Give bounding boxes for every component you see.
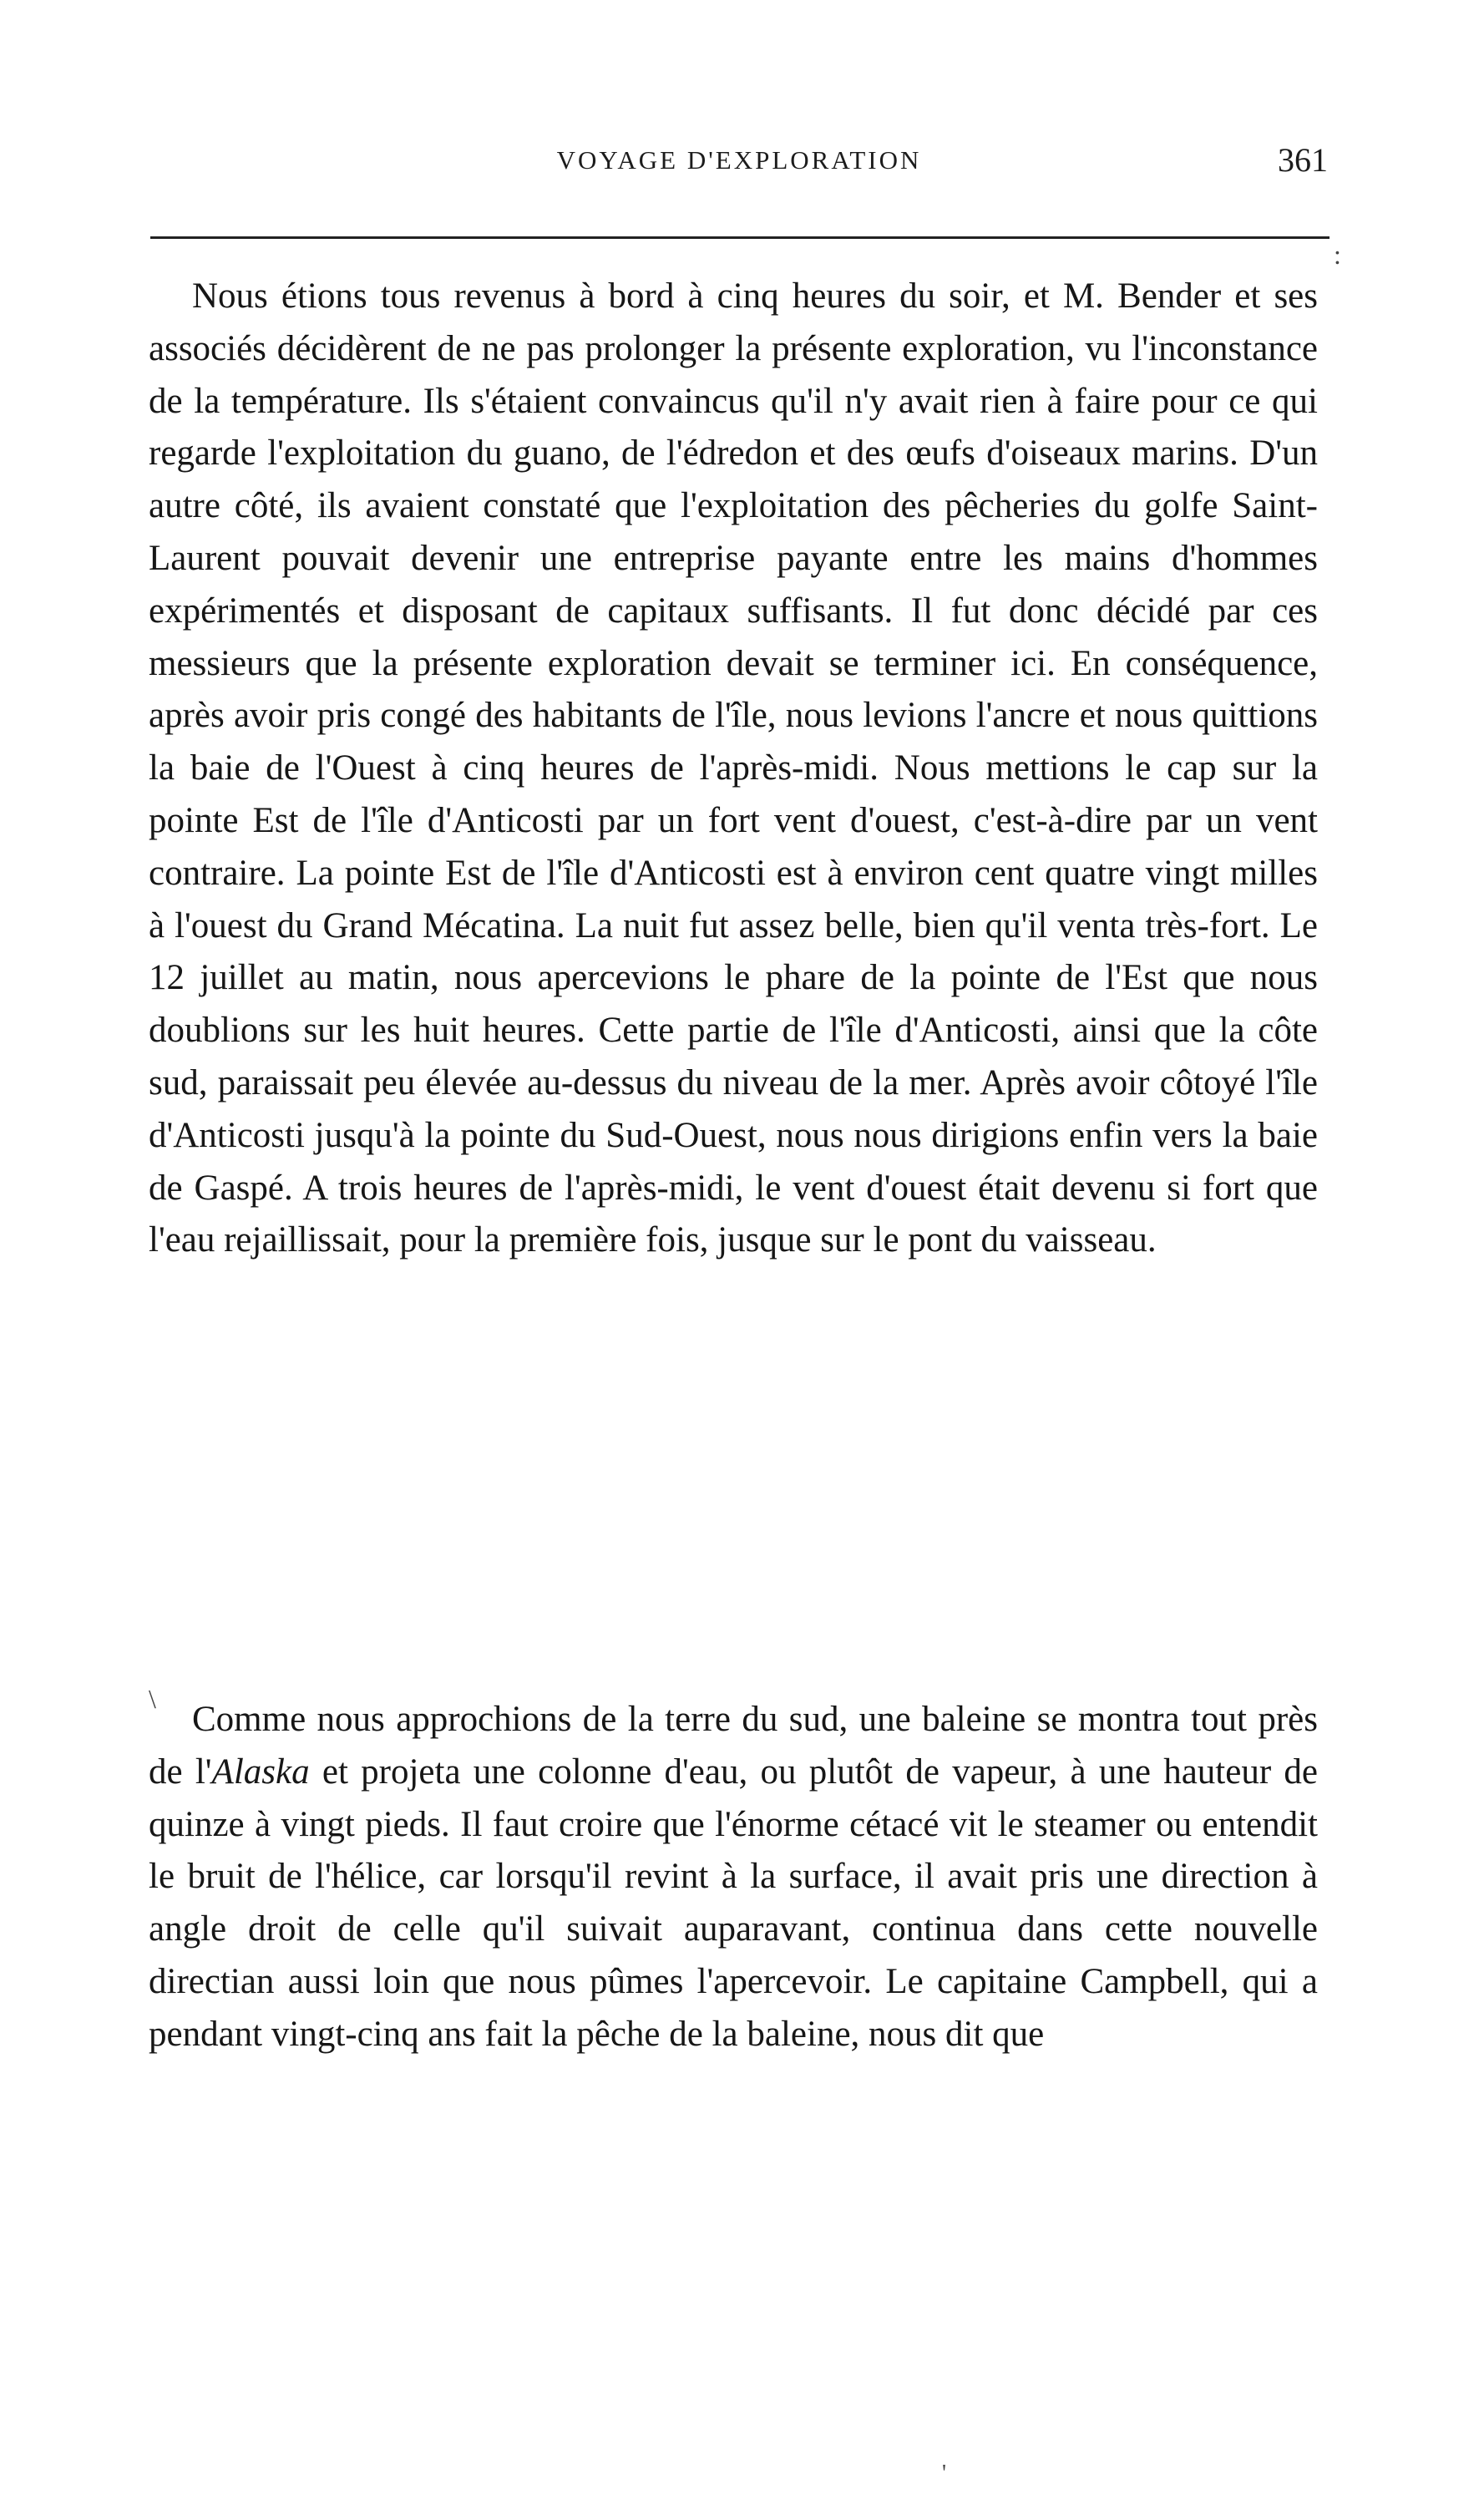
paragraph-2-text-before: Comme nous approchions de la terre du sud, une baleine se montra tout près de l' xyxy=(149,1700,1318,1792)
paragraph-1: Nous étions tous revenus à bord à cinq heures du soir, et M. Bender et ses associés décidèrent de ne pas prolonger la présente exploration, vu l'inconstance de la température. Ils s'étaient convaincus qu'il n'y avait rien à faire pour ce qui regarde l'exploitation du guano, de l'édredon et des œufs d'oiseaux marins. D'un autre côté, ils avaient constaté que l'exploitation des pêcheries du golfe Saint-Laurent pouvait devenir une entreprise payante entre les mains d'hommes expérimentés et disposant de capitaux suffisants. Il fut donc décidé par ces messieurs que la présente exploration devait se terminer ici. En conséquence, après avoir pris congé des habitants de l'île, nous levions l'ancre et nous quittions la baie de l'Ouest à cinq heures de l'après-midi. Nous mettions le cap sur la pointe Est de l'île d'Anticosti par un fort vent d'ouest, c'est-à-dire par un vent contraire. La pointe Est de l'île d'Anticosti est à environ cent quatre vingt milles à l'ouest du Grand Mécatina. La nuit fut assez belle, bien qu'il venta très-fort. Le 12 juillet au matin, nous apercevions le phare de la pointe de l'Est que nous doublions sur les huit heures. Cette partie de l'île d'Anticosti, ainsi que la côte sud, paraissait peu élevée au-dessus du niveau de la mer. Après avoir côtoyé l'île d'Anticosti jusqu'à la pointe du Sud-Ouest, nous nous dirigions enfin vers la baie de Gaspé. A trois heures de l'après-midi, le vent d'ouest était devenu si fort que l'eau rejaillissait, pour la première fois, jusque sur le pont du vaisseau. xyxy=(149,276,1318,1260)
page-number: 361 xyxy=(1278,141,1328,179)
ship-name: Alaska xyxy=(211,1751,310,1792)
paragraph-2-text-after: et projeta une colonne d'eau, ou plutôt de vapeur, à une hauteur de quinze à vingt pieds. Il faut croire que l'énorme cétacé vit le steamer ou entendit le bruit de l'hélice, car lorsqu'il revint à la surface, il avait pris une direction à angle droit de celle qu'il suivait auparavant, continua dans cette nouvelle directian aussi loin que nous pûmes l'apercevoir. Le capitaine Campbell, qui a pendant vingt-cinq ans fait la pêche de la baleine, nous dit que xyxy=(149,1751,1318,2054)
margin-mark-bottom: ' xyxy=(942,2461,947,2486)
running-title: VOYAGE D'EXPLORATION xyxy=(556,145,922,175)
header-rule xyxy=(150,236,1330,239)
margin-mark-right: : xyxy=(1334,240,1341,270)
page-header xyxy=(150,135,1328,185)
margin-mark-left: \ xyxy=(149,1684,156,1714)
paragraph-2 xyxy=(149,1694,1318,2061)
